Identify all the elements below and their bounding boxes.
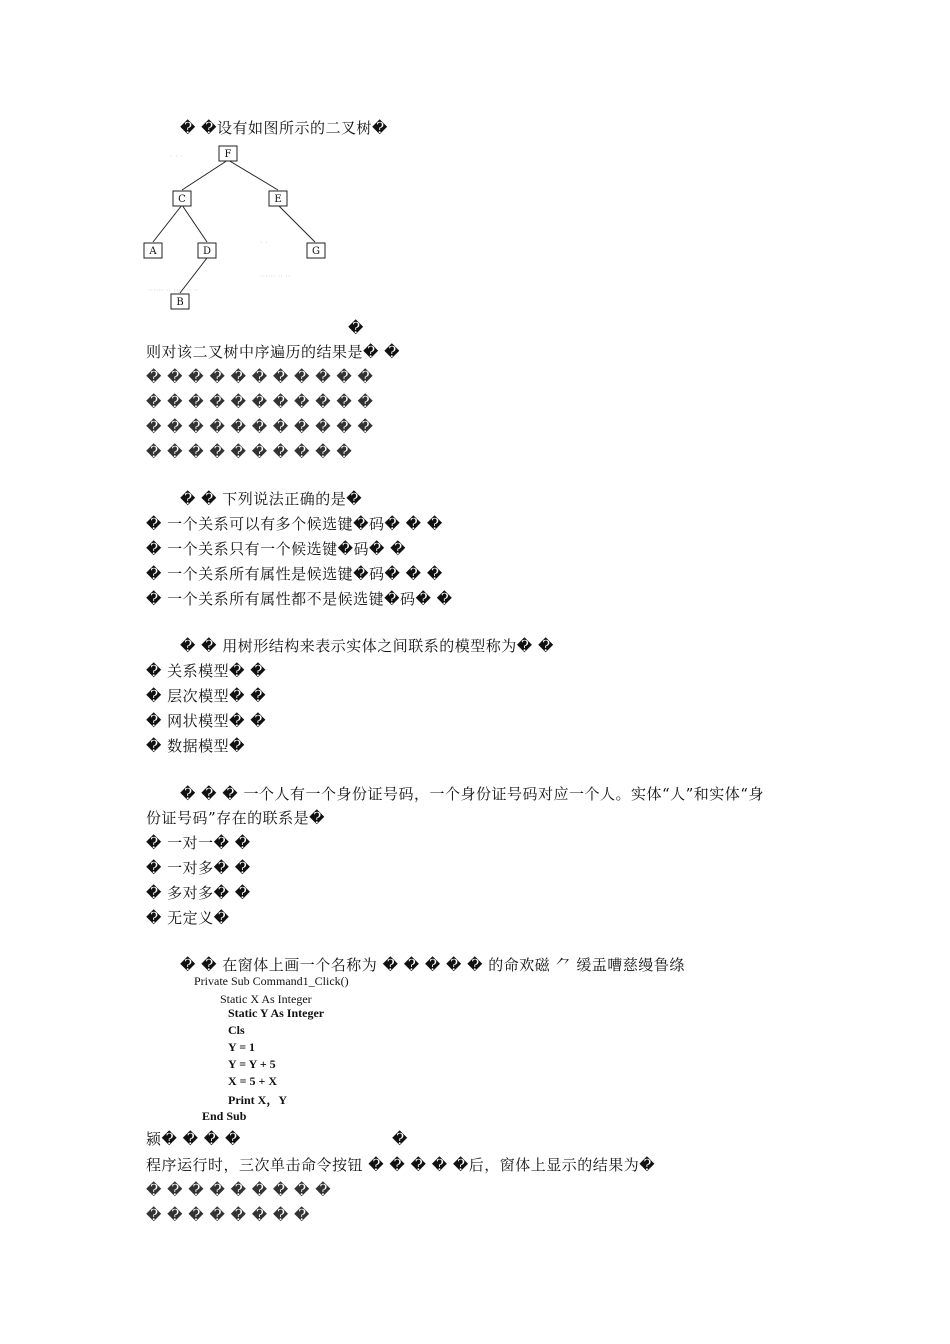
q5-caption-left: 颍� � � � <box>146 1130 241 1148</box>
tree-node-d: D <box>202 246 212 257</box>
q1-option-c[interactable]: � � � � � � � � � � � <box>146 418 374 436</box>
q4-option-d[interactable]: � 无定义� <box>146 909 230 927</box>
q3-option-c[interactable]: � 网状模型� � <box>146 712 267 730</box>
q5-option-a[interactable]: � � � � � � � � � <box>146 1181 332 1199</box>
q3-stem: � � 用树形结构来表示实体之间联系的模型称为� � <box>180 637 554 655</box>
tree-node-a: A <box>149 246 157 257</box>
q2-option-d[interactable]: � 一个关系所有属性都不是候选键�码� � <box>146 590 453 608</box>
tree-node-c: C <box>178 194 186 205</box>
code-line: Y = 1 <box>228 1040 256 1054</box>
q1-question: 则对该二叉树中序遍历的结果是� � <box>146 343 401 361</box>
q1-option-d[interactable]: � � � � � � � � � � <box>146 443 353 461</box>
q4-option-c[interactable]: � 多对多� � <box>146 884 251 902</box>
q5-option-b[interactable]: � � � � � � � � <box>146 1206 310 1224</box>
q2-option-a[interactable]: � 一个关系可以有多个候选键�码� � � <box>146 515 443 533</box>
q3-option-d[interactable]: � 数据模型� <box>146 737 246 755</box>
q1-stem: � �设有如图所示的二叉树� <box>180 119 388 137</box>
q4-stem-line1: � � � 一个人有一个身份证号码，一个身份证号码对应一个人。实体“人”和实体“身 <box>180 785 764 803</box>
code-line: End Sub <box>202 1109 247 1123</box>
q4-stem-line2: 份证号码”存在的联系是� <box>146 809 326 827</box>
tree-node-e: E <box>274 194 282 205</box>
code-line: Cls <box>228 1023 245 1037</box>
q4-option-a[interactable]: � 一对一� � <box>146 834 251 852</box>
code-line: Static Y As Integer <box>228 1006 325 1020</box>
q1-option-a[interactable]: � � � � � � � � � � � <box>146 368 374 386</box>
code-line: Private Sub Command1_Click() <box>194 974 349 988</box>
q5-question: 程序运行时，三次单击命令按钮 � � � � �后，窗体上显示的结果为� <box>146 1156 656 1174</box>
tree-node-b: B <box>176 297 184 308</box>
code-line: Y = Y + 5 <box>228 1057 276 1071</box>
q3-option-b[interactable]: � 层次模型� � <box>146 687 267 705</box>
q5-caption-right: � <box>392 1130 408 1148</box>
binary-tree-figure: · · · · · ······ ·· ·· ······ ·· ··· ··· ·· F C E A D G B <box>140 140 335 315</box>
tree-node-g: G <box>312 246 320 257</box>
code-line: Static X As Integer <box>220 992 312 1006</box>
q1-figure-caption: � <box>348 319 364 337</box>
q2-option-b[interactable]: � 一个关系只有一个候选键�码� � <box>146 540 407 558</box>
q4-option-b[interactable]: � 一对多� � <box>146 859 251 877</box>
q5-stem: � � 在窗体上画一个名称为 � � � � � 的命欢磁 ⺈ 缓盂嘈慈缦鲁绦 <box>180 956 685 974</box>
q2-option-c[interactable]: � 一个关系所有属性是候选键�码� � � <box>146 565 443 583</box>
tree-node-f: F <box>224 149 232 160</box>
code-line: Print X，Y <box>228 1093 287 1107</box>
q2-stem: � � 下列说法正确的是� <box>180 490 363 508</box>
q3-option-a[interactable]: � 关系模型� � <box>146 662 267 680</box>
code-line: X = 5 + X <box>228 1074 278 1088</box>
code-figure <box>190 974 390 1134</box>
q1-option-b[interactable]: � � � � � � � � � � � <box>146 393 374 411</box>
